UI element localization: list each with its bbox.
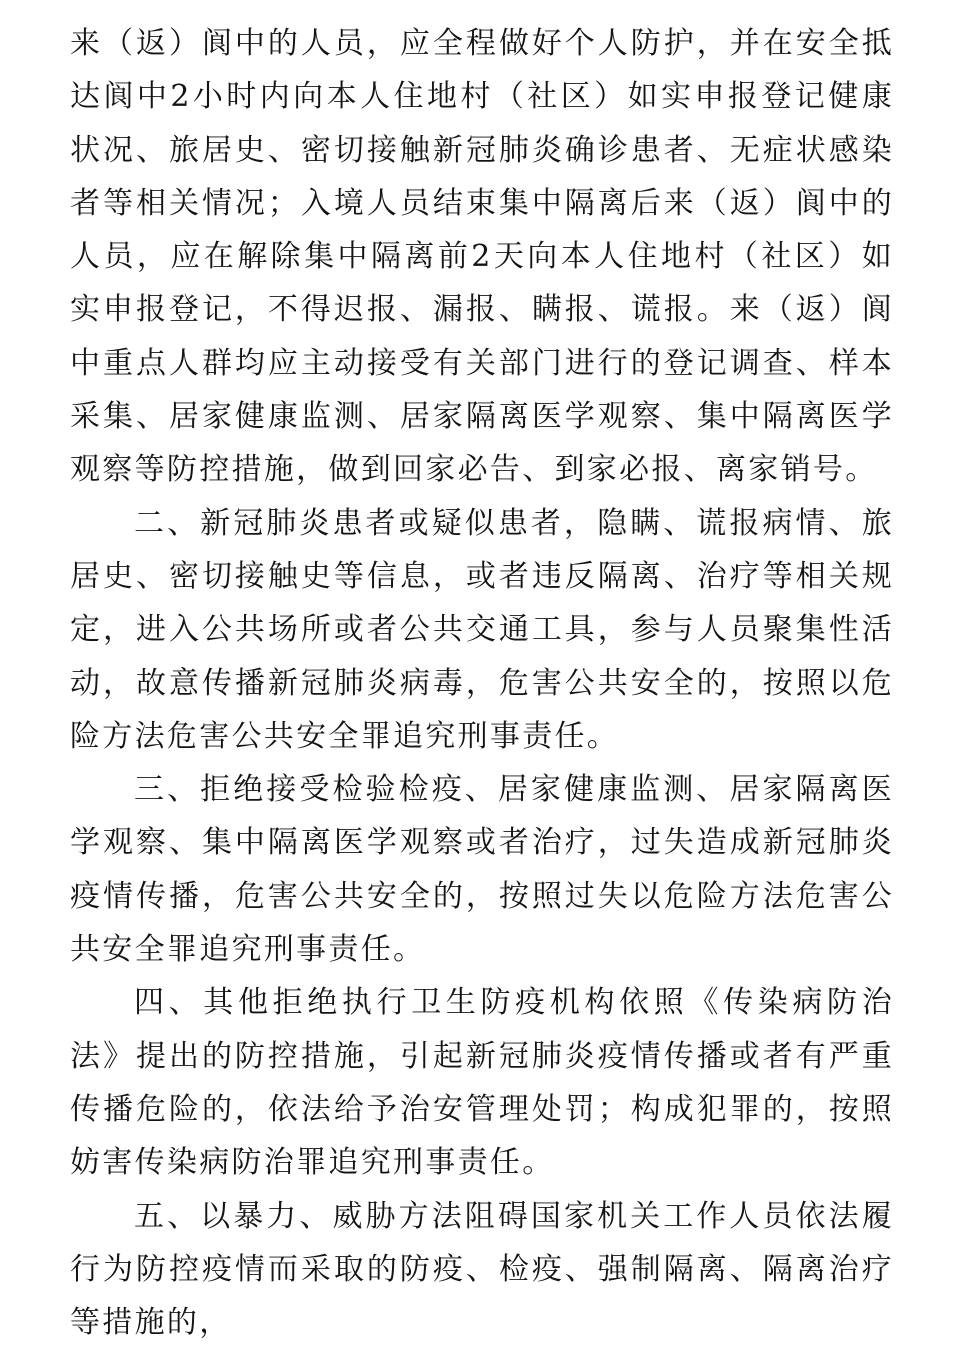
document-body	[70, 17, 894, 1349]
paragraph-continuation: 来（返）阆中的人员，应全程做好个人防护，并在安全抵达阆中2小时内向本人住地村（社区）如实申报登记健康状况、旅居史、密切接触新冠肺炎确诊患者、无症状感染者等相关情况；入境人员结束集中隔离后来（返）阆中的人员，应在解除集中隔离前2天向本人住地村（社区）如实申报登记，不得迟报、漏报、瞒报、谎报。来（返）阆中重点人群均应主动接受有关部门进行的登记调查、样本采集、居家健康监测、居家隔离医学观察、集中隔离医学观察等防控措施，做到回家必告、到家必报、离家销号。	[70, 26, 894, 488]
paragraph-item-5: 五、以暴力、威胁方法阻碍国家机关工作人员依法履行为防控疫情而采取的防疫、检疫、强制隔离、隔离治疗等措施的，	[70, 1198, 894, 1341]
paragraph-item-2: 二、新冠肺炎患者或疑似患者，隐瞒、谎报病情、旅居史、密切接触史等信息，或者违反隔离、治疗等相关规定，进入公共场所或者公共交通工具，参与人员聚集性活动，故意传播新冠肺炎病毒，危害公共安全的，按照以危险方法危害公共安全罪追究刑事责任。	[70, 505, 894, 754]
paragraph-item-4: 四、其他拒绝执行卫生防疫机构依照《传染病防治法》提出的防控措施，引起新冠肺炎疫情传播或者有严重传播危险的，依法给予治安管理处罚；构成犯罪的，按照妨害传染病防治罪追究刑事责任。	[70, 985, 894, 1181]
paragraph-item-3: 三、拒绝接受检验检疫、居家健康监测、居家隔离医学观察、集中隔离医学观察或者治疗，过失造成新冠肺炎疫情传播，危害公共安全的，按照过失以危险方法危害公共安全罪追究刑事责任。	[70, 772, 894, 968]
